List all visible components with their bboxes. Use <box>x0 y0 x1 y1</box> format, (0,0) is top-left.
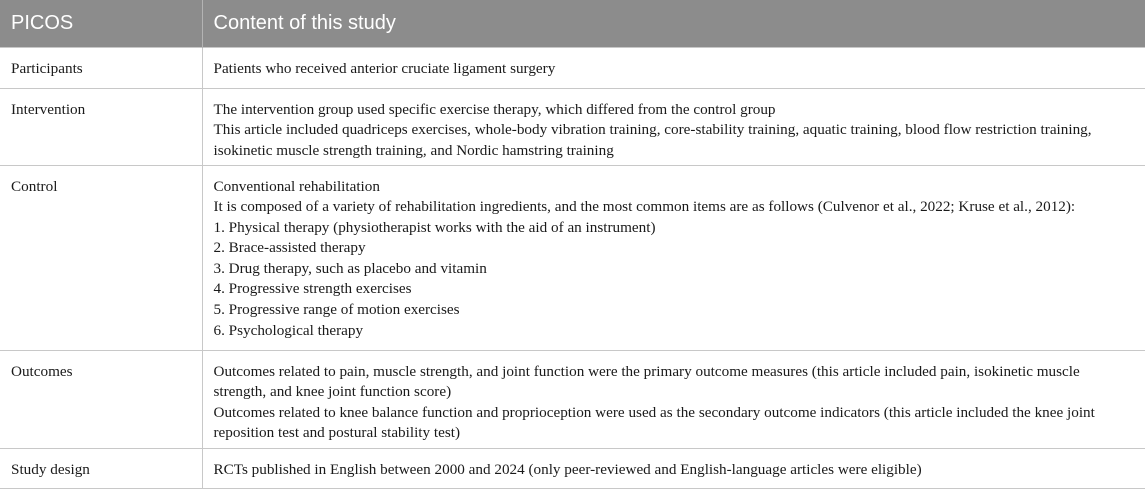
content-line: Outcomes related to pain, muscle strength, and joint function were the primary outcome measures (this article included pain, isokinetic muscle <box>213 362 1080 380</box>
row-content <box>202 47 1145 88</box>
content-line: Patients who received anterior cruciate ligament surgery <box>213 59 556 77</box>
header-picos: PICOS <box>0 0 202 47</box>
content-line: reposition test and postural stability test) <box>213 424 461 442</box>
table-row-intervention <box>0 88 1145 165</box>
content-line: isokinetic muscle strength training, and Nordic hamstring training <box>213 141 614 159</box>
row-label: Study design <box>0 448 202 488</box>
row-label: Participants <box>0 47 202 88</box>
table-header-row <box>0 0 1145 47</box>
row-label: Outcomes <box>0 350 202 448</box>
content-line: 5. Progressive range of motion exercises <box>213 301 460 319</box>
row-label: Intervention <box>0 88 202 165</box>
row-content <box>202 448 1145 488</box>
content-line: It is composed of a variety of rehabilitation ingredients, and the most common items are as follows (Culvenor et al., 2022; Kruse et al., 2012): <box>213 198 1076 216</box>
table-row-study-design <box>0 448 1145 488</box>
content-line: 6. Psychological therapy <box>213 321 364 339</box>
row-content <box>202 350 1145 448</box>
table-row-participants <box>0 47 1145 88</box>
content-line: 2. Brace-assisted therapy <box>213 239 366 257</box>
content-line: 1. Physical therapy (physiotherapist works with the aid of an instrument) <box>213 218 656 236</box>
header-content: Content of this study <box>202 0 1145 47</box>
content-line: Outcomes related to knee balance function and proprioception were used as the secondary outcome indicators (this article included the knee joint <box>213 403 1095 421</box>
content-line: This article included quadriceps exercises, whole-body vibration training, core-stability training, aquatic training, blood flow restriction training, <box>213 121 1092 139</box>
table-row-control <box>0 165 1145 350</box>
content-line: strength, and knee joint function score) <box>213 383 452 401</box>
row-content <box>202 165 1145 350</box>
table-row-outcomes <box>0 350 1145 448</box>
row-content <box>202 88 1145 165</box>
content-line: Conventional rehabilitation <box>213 177 380 195</box>
content-line: RCTs published in English between 2000 and 2024 (only peer-reviewed and English-language articles were eligible) <box>213 460 922 478</box>
row-label: Control <box>0 165 202 350</box>
content-line: 3. Drug therapy, such as placebo and vitamin <box>213 259 487 277</box>
content-line: The intervention group used specific exercise therapy, which differed from the control group <box>213 100 776 118</box>
content-line: 4. Progressive strength exercises <box>213 280 412 298</box>
